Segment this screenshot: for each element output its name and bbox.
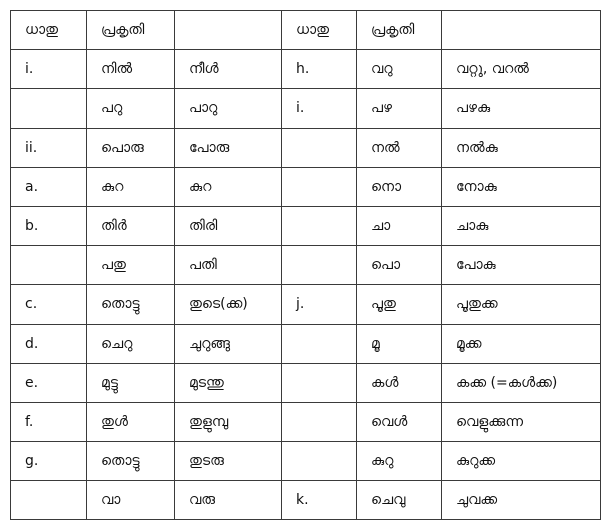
row-label-cell xyxy=(282,128,357,167)
dhatu-cell: ചെറു xyxy=(87,324,175,363)
row-label-cell: i. xyxy=(11,50,87,89)
dhatu-cell: പതു xyxy=(87,246,175,285)
dhatu-cell: തുൾ xyxy=(87,402,175,441)
dhatu-cell: കുറ xyxy=(87,167,175,206)
table-row xyxy=(11,89,601,128)
row-label-cell: d. xyxy=(11,324,87,363)
dhatu-table-container xyxy=(10,10,601,520)
dhatu-cell: നിൽ xyxy=(87,50,175,89)
row-label-cell xyxy=(282,402,357,441)
prakrithi-cell: കക്ക (=കൾക്ക) xyxy=(442,363,601,402)
row-label-cell xyxy=(11,246,87,285)
prakrithi-cell: പോരു xyxy=(175,128,282,167)
table-row xyxy=(11,246,601,285)
dhatu-cell: പൊ xyxy=(357,246,442,285)
header-cell-empty xyxy=(442,11,601,50)
dhatu-cell: ചാ xyxy=(357,206,442,245)
row-label-cell xyxy=(282,246,357,285)
prakrithi-cell: പോകു xyxy=(442,246,601,285)
prakrithi-cell: വരു xyxy=(175,481,282,520)
dhatu-cell: കുറു xyxy=(357,442,442,481)
table-row xyxy=(11,167,601,206)
prakrithi-cell: ചാകു xyxy=(442,206,601,245)
dhatu-cell: വെൾ xyxy=(357,402,442,441)
row-label-cell xyxy=(282,167,357,206)
table-row xyxy=(11,128,601,167)
table-row xyxy=(11,442,601,481)
row-label-cell xyxy=(11,89,87,128)
table-row xyxy=(11,206,601,245)
dhatu-prakrithi-table xyxy=(10,10,601,520)
dhatu-cell: മുട്ടു xyxy=(87,363,175,402)
header-cell-empty xyxy=(175,11,282,50)
prakrithi-cell: ചുവക്ക xyxy=(442,481,601,520)
prakrithi-cell: തുടെ(ക്ക) xyxy=(175,285,282,324)
row-label-cell: f. xyxy=(11,402,87,441)
prakrithi-cell: കുറ xyxy=(175,167,282,206)
table-row xyxy=(11,481,601,520)
header-cell-dhatu: ധാതു xyxy=(11,11,87,50)
header-cell-prakrithi: പ്രകൃതി xyxy=(87,11,175,50)
row-label-cell: c. xyxy=(11,285,87,324)
header-cell-dhatu: ധാതു xyxy=(282,11,357,50)
prakrithi-cell: തുളുമ്പു xyxy=(175,402,282,441)
dhatu-cell: വറു xyxy=(357,50,442,89)
prakrithi-cell: പൂതുക്ക xyxy=(442,285,601,324)
prakrithi-cell: പതി xyxy=(175,246,282,285)
dhatu-cell: പറു xyxy=(87,89,175,128)
row-label-cell xyxy=(282,363,357,402)
row-label-cell: b. xyxy=(11,206,87,245)
table-row xyxy=(11,402,601,441)
row-label-cell: k. xyxy=(282,481,357,520)
prakrithi-cell: മൂക്ക xyxy=(442,324,601,363)
row-label-cell xyxy=(282,442,357,481)
dhatu-cell: ചെവു xyxy=(357,481,442,520)
table-header-row xyxy=(11,11,601,50)
prakrithi-cell: നീൾ xyxy=(175,50,282,89)
dhatu-cell: പൊരു xyxy=(87,128,175,167)
table-row xyxy=(11,324,601,363)
prakrithi-cell: നോകു xyxy=(442,167,601,206)
row-label-cell: h. xyxy=(282,50,357,89)
dhatu-cell: നൽ xyxy=(357,128,442,167)
dhatu-cell: മൂ xyxy=(357,324,442,363)
row-label-cell xyxy=(282,206,357,245)
dhatu-cell: തൊട്ടു xyxy=(87,442,175,481)
prakrithi-cell: മുടന്തു xyxy=(175,363,282,402)
row-label-cell: a. xyxy=(11,167,87,206)
table-row xyxy=(11,363,601,402)
prakrithi-cell: തിരി xyxy=(175,206,282,245)
prakrithi-cell: പാറു xyxy=(175,89,282,128)
dhatu-cell: പഴ xyxy=(357,89,442,128)
table-row xyxy=(11,50,601,89)
row-label-cell: g. xyxy=(11,442,87,481)
prakrithi-cell: ചുറുങ്ങു xyxy=(175,324,282,363)
dhatu-cell: നൊ xyxy=(357,167,442,206)
row-label-cell xyxy=(11,481,87,520)
row-label-cell xyxy=(282,324,357,363)
prakrithi-cell: നൽകു xyxy=(442,128,601,167)
dhatu-cell: വാ xyxy=(87,481,175,520)
table-row xyxy=(11,285,601,324)
prakrithi-cell: കുറുക്ക xyxy=(442,442,601,481)
prakrithi-cell: പഴകു xyxy=(442,89,601,128)
dhatu-cell: കൾ xyxy=(357,363,442,402)
row-label-cell: i. xyxy=(282,89,357,128)
dhatu-cell: പൂതു xyxy=(357,285,442,324)
row-label-cell: ii. xyxy=(11,128,87,167)
prakrithi-cell: വെളുക്കുന്ന xyxy=(442,402,601,441)
prakrithi-cell: വറ്റു, വറൽ xyxy=(442,50,601,89)
header-cell-prakrithi: പ്രകൃതി xyxy=(357,11,442,50)
prakrithi-cell: തുടരു xyxy=(175,442,282,481)
dhatu-cell: തൊട്ടു xyxy=(87,285,175,324)
dhatu-cell: തിർ xyxy=(87,206,175,245)
row-label-cell: e. xyxy=(11,363,87,402)
row-label-cell: j. xyxy=(282,285,357,324)
